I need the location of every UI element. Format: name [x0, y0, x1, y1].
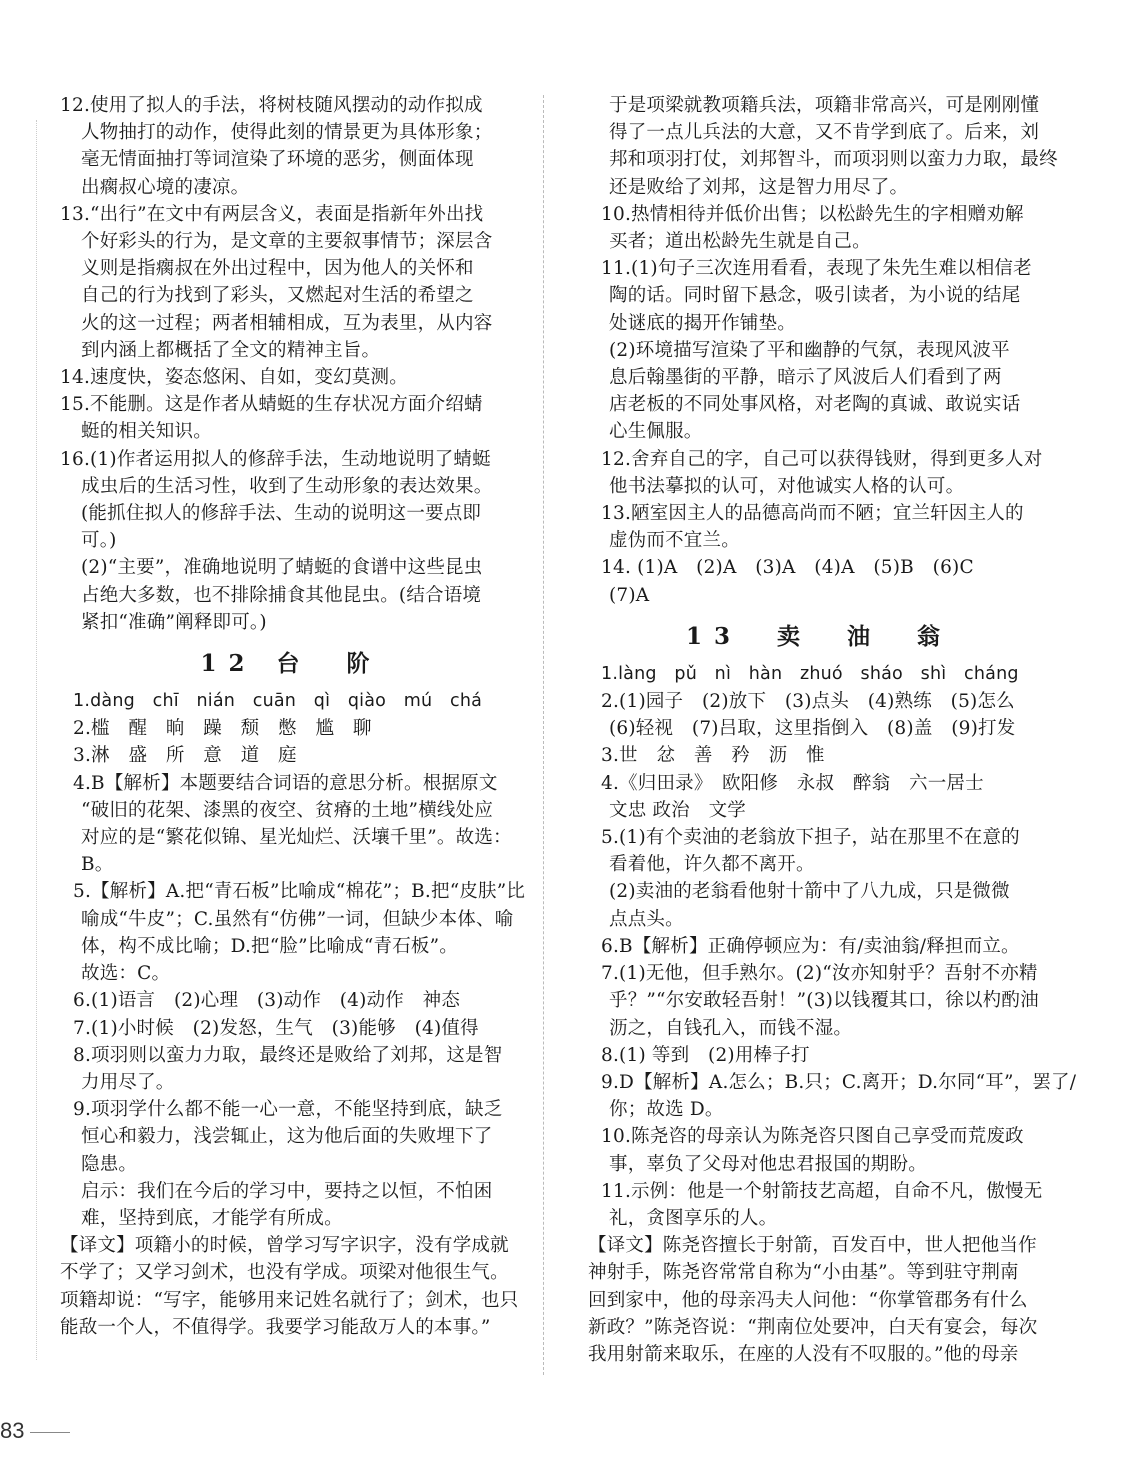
answer-line: 看着他，许久都不离开。 [609, 854, 815, 876]
translation-line: 【译文】陈尧咨擅长于射箭，百发百中，世人把他当作 [588, 1235, 1037, 1257]
translation-line: 新政？”陈尧咨说：“荆南位处要冲，白天有宴会，每次 [588, 1316, 1038, 1338]
answer-line: 6.(1)语言 (2)心理 (3)动作 (4)动作 神态 [73, 990, 461, 1012]
answer-line: 启示：我们在今后的学习中，要持之以恒，不怕困 [81, 1180, 493, 1202]
answer-line: 火的这一过程；两者相辅相成，互为表里，从内容 [81, 312, 493, 334]
answer-line: 3.淋 盛 所 意 道 庭 [73, 745, 297, 767]
answer-line: 义则是指瘸叔在外出过程中，因为他人的关怀和 [81, 258, 474, 280]
answer-line: 11.示例：他是一个射箭技艺高超，自命不凡，傲慢无 [601, 1180, 1043, 1202]
answer-line: 16.(1)作者运用拟人的修辞手法，生动地说明了蜻蜓 [60, 448, 491, 470]
answer-line: 毫无情面抽打等词渲染了环境的恶劣，侧面体现 [81, 149, 474, 171]
answer-line: 13.“出行”在文中有两层含义，表面是指新年外出找 [60, 203, 484, 225]
pinyin-line: 1.làng pǔ nì hàn zhuó sháo shì cháng [601, 663, 1019, 684]
answer-line: 难，坚持到底，才能学有所成。 [81, 1207, 343, 1229]
answer-line: 虚伪而不宜兰。 [609, 530, 740, 552]
pinyin-line: 1.dàng chī nián cuān qì qiào mú chá [73, 691, 483, 712]
translation-line: 项籍却说：“写字，能够用来记姓名就行了；剑术，也只 [60, 1289, 519, 1311]
answer-line: 成虫后的生活习性，收到了生动形象的表达效果。 [81, 475, 493, 497]
answer-line: (能抓住拟人的修辞手法、生动的说明这一要点即 [81, 503, 482, 525]
answer-line: 3.世 忿 善 矜 沥 惟 [601, 745, 825, 767]
answer-line: 4.B【解析】本题要结合词语的意思分析。根据原文 [73, 772, 498, 794]
translation-line: 不学了；又学习剑术，也没有学成。项梁对他很生气。 [60, 1262, 509, 1284]
page-number: 83 [0, 1418, 25, 1443]
left-answers-block-2 [60, 715, 526, 1341]
answer-line: 8.(1) 等到 (2)用棒子打 [601, 1044, 810, 1066]
translation-line: 【译文】项籍小的时候，曾学习写字识字，没有学成就 [60, 1235, 509, 1257]
answer-line: 4.《归田录》 欧阳修 永叔 醉翁 六一居士 [601, 772, 984, 794]
answer-line: 2.(1)园子 (2)放下 (3)点头 (4)熟练 (5)怎么 [601, 691, 1015, 713]
translation-line: 于是项梁就教项籍兵法，项籍非常高兴，可是刚刚懂 [609, 95, 1040, 116]
answer-line: 7.(1)无他，但手熟尔。(2)“汝亦知射乎？吾射不亦精 [601, 963, 1038, 985]
section-heading-12: 12 台 阶 [200, 650, 382, 678]
answer-line: 12.使用了拟人的手法，将树枝随风摆动的动作拟成 [60, 95, 483, 116]
answer-line: 2.槛 醒 晌 躁 颓 憋 尴 聊 [73, 718, 372, 740]
page-number-rule [30, 1432, 70, 1433]
answer-line: 到内涵上都概括了全文的精神主旨。 [81, 339, 381, 361]
answer-line: 11.(1)句子三次连用看看，表现了朱先生难以相信老 [601, 258, 1032, 280]
answer-line: “破旧的花架、漆黑的夜空、贫瘠的土地”横线处应 [81, 799, 494, 821]
answer-line: 7.(1)小时候 (2)发怒，生气 (3)能够 (4)值得 [73, 1017, 479, 1039]
page-edge-line [36, 120, 37, 1360]
left-answers-block-1 [60, 92, 522, 636]
answer-line: 9.D【解析】A.怎么；B.只；C.离开；D.尔同“耳”，罢了/ [601, 1071, 1077, 1093]
right-answers-block-2 [588, 688, 1077, 1368]
answer-line: (6)轻视 (7)吕取，这里指倒入 (8)盖 (9)打发 [609, 718, 1016, 740]
translation-line: 邦和项羽打仗，刘邦智斗，而项羽则以蛮力力取，最终 [609, 149, 1058, 171]
left-column [60, 92, 526, 1341]
answer-line: 出瘸叔心境的凄凉。 [81, 176, 250, 198]
answer-line: 乎？”“尔安敢轻吾射！”(3)以钱覆其口，徐以杓酌油 [609, 990, 1039, 1012]
answer-line: 点点头。 [609, 908, 684, 930]
answer-line: 个好彩头的行为，是文章的主要叙事情节；深层含 [81, 231, 493, 253]
answer-line: 店老板的不同处事风格，对老陶的真诚、敢说实话 [609, 394, 1021, 416]
answer-line: 6.B【解析】正确停顿应为：有/卖油翁/释担而立。 [601, 935, 1020, 957]
answer-line: 他书法摹拟的认可，对他诚实人格的认可。 [609, 475, 965, 497]
answer-line: 你；故选 D。 [609, 1099, 724, 1121]
answer-line: 紧扣“准确”阐释即可。) [81, 611, 267, 633]
answer-line: 5.(1)有个卖油的老翁放下担子，站在那里不在意的 [601, 827, 1020, 849]
answer-line: 13.陋室因主人的品德高尚而不陋；宜兰轩因主人的 [601, 503, 1024, 525]
answer-line: 对应的是“繁花似锦、星光灿烂、沃壤千里”。故选： [81, 827, 512, 849]
answer-line: 事，辜负了父母对他忠君报国的期盼。 [609, 1153, 927, 1175]
translation-line: 神射手，陈尧咨常常自称为“小由基”。等到驻守荆南 [588, 1262, 1019, 1284]
translation-line: 得了一点儿兵法的大意，又不肯学到底了。后来，刘 [609, 122, 1040, 144]
answer-line: 15.不能删。这是作者从蜻蜓的生存状况方面介绍蜻 [60, 394, 483, 416]
answer-line: 买者；道出松龄先生就是自己。 [609, 231, 871, 253]
answer-line: 隐患。 [81, 1153, 138, 1175]
translation-line: 能敌一个人，不值得学。我要学习能敌万人的本事。” [60, 1316, 491, 1338]
answer-line: 可。) [81, 530, 117, 552]
answer-line: 文忠 政治 文学 [609, 799, 746, 821]
answer-line: (2)“主要”，准确地说明了蜻蜓的食谱中这些昆虫 [81, 557, 483, 579]
answer-line: 陶的话。同时留下悬念，吸引读者，为小说的结尾 [609, 285, 1021, 307]
answer-line: 息后翰墨街的平静，暗示了风波后人们看到了两 [609, 367, 1002, 389]
answer-line: (7)A [609, 584, 650, 606]
answer-line: 10.热情相待并低价出售；以松龄先生的字相赠劝解 [601, 203, 1024, 225]
answer-line: 14. (1)A (2)A (3)A (4)A (5)B (6)C [601, 557, 974, 579]
answer-line: 14.速度快，姿态悠闲、自如，变幻莫测。 [60, 367, 408, 389]
answer-line: 9.项羽学什么都不能一心一意，不能坚持到底，缺乏 [73, 1099, 503, 1121]
column-divider [543, 95, 544, 1375]
answer-line: 8.项羽则以蛮力力取，最终还是败给了刘邦，这是智 [73, 1044, 503, 1066]
answer-line: 占绝大多数，也不排除捕食其他昆虫。(结合语境 [81, 584, 482, 606]
translation-line: 还是败给了刘邦，这是智力用尽了。 [609, 176, 909, 198]
answer-line: 喻成“牛皮”；C.虽然有“仿佛”一词，但缺少本体、喻 [81, 908, 514, 930]
answer-line: 沥之，自钱孔入，而钱不湿。 [609, 1017, 853, 1039]
answer-line: 故选：C。 [81, 963, 171, 985]
answer-line: 蜓的相关知识。 [81, 421, 212, 443]
answer-line: 力用尽了。 [81, 1071, 175, 1093]
answer-line: 人物抽打的动作，使得此刻的情景更为具体形象； [81, 122, 493, 144]
answer-line: 心生佩服。 [609, 421, 703, 443]
answer-line: (2)卖油的老翁看他射十箭中了八九成，只是微微 [609, 881, 1010, 903]
answer-line: 5.【解析】A.把“青石板”比喻成“棉花”；B.把“皮肤”比 [73, 881, 526, 903]
answer-line: 10.陈尧咨的母亲认为陈尧咨只图自己享受而荒废政 [601, 1126, 1024, 1148]
answer-line: 自己的行为找到了彩头，又燃起对生活的希望之 [81, 285, 474, 307]
answer-line: 礼，贪图享乐的人。 [609, 1207, 778, 1229]
answer-line: 12.舍弃自己的字，自己可以获得钱财，得到更多人对 [601, 448, 1043, 470]
answer-line: 恒心和毅力，浅尝辄止，这为他后面的失败埋下了 [81, 1126, 493, 1148]
translation-line: 我用射箭来取乐，在座的人没有不叹服的。”他的母亲 [588, 1343, 1019, 1365]
answer-line: (2)环境描写渲染了平和幽静的气氛，表现风波平 [609, 339, 1010, 361]
right-answers-block-1 [588, 92, 1058, 609]
answer-line: 处谜底的揭开作铺垫。 [609, 312, 797, 334]
answer-line: B。 [81, 854, 114, 876]
translation-line: 回到家中，他的母亲冯夫人问他：“你掌管郡务有什么 [588, 1289, 1028, 1311]
right-column [588, 92, 1077, 1368]
answer-line: 体，构不成比喻；D.把“脸”比喻成“青石板”。 [81, 935, 458, 957]
section-heading-13: 13 卖 油 翁 [685, 622, 952, 650]
